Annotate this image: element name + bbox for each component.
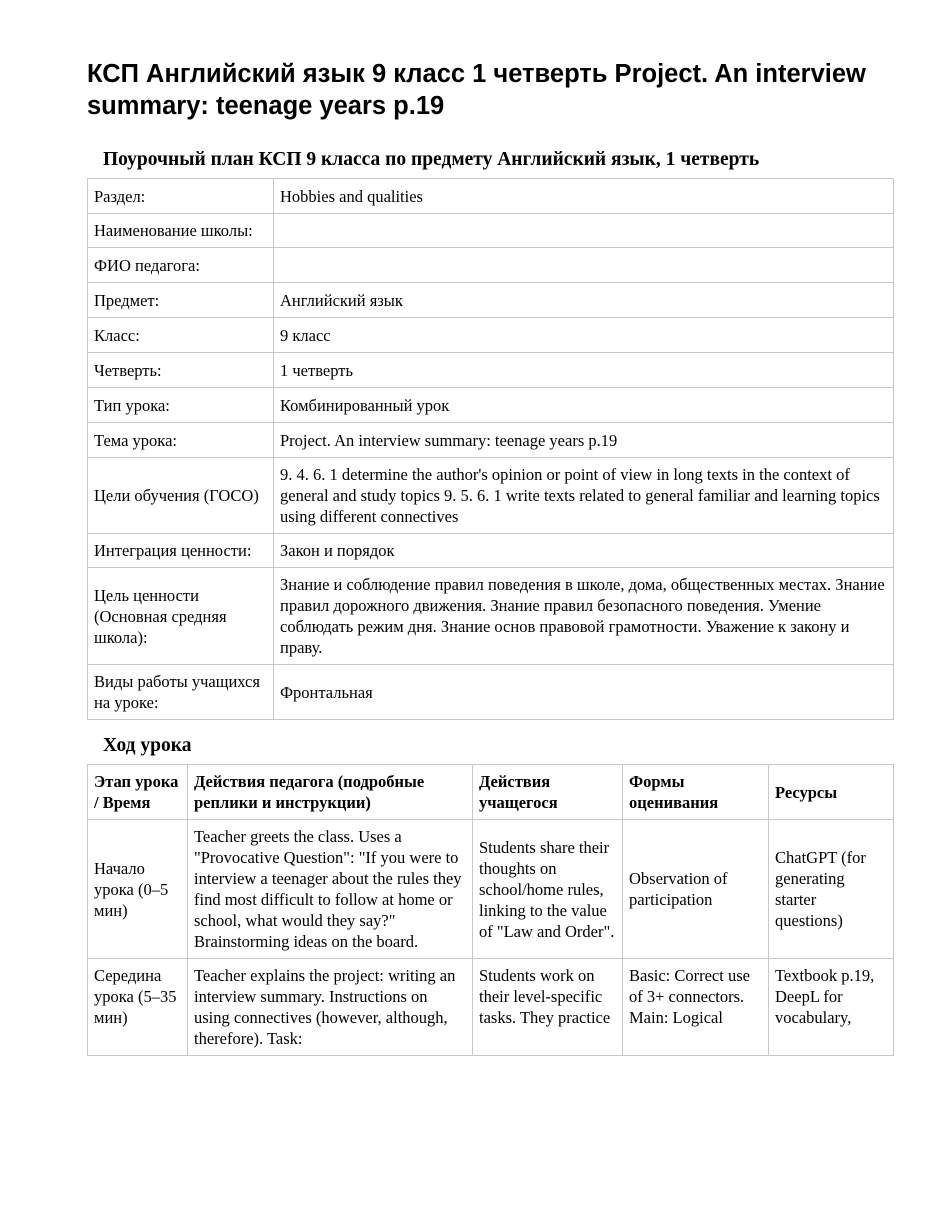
info-label: Тип урока: bbox=[88, 388, 274, 423]
lesson-cell: Students share their thoughts on school/home rules, linking to the value of "Law and Order". bbox=[473, 820, 623, 959]
info-value: Английский язык bbox=[274, 283, 894, 318]
column-header: Формы оценивания bbox=[623, 765, 769, 820]
info-row bbox=[88, 534, 894, 568]
info-row bbox=[88, 283, 894, 318]
column-header: Действия учащегося bbox=[473, 765, 623, 820]
column-header: Ресурсы bbox=[769, 765, 894, 820]
lesson-row bbox=[88, 959, 894, 1056]
lesson-cell: Teacher explains the project: writing an interview summary. Instructions on using connectives (however, although, therefore). Task: bbox=[188, 959, 473, 1056]
info-row bbox=[88, 353, 894, 388]
column-header: Этап урока / Время bbox=[88, 765, 188, 820]
info-label: Класс: bbox=[88, 318, 274, 353]
info-value: Фронтальная bbox=[274, 665, 894, 720]
info-value: 9 класс bbox=[274, 318, 894, 353]
info-value: Знание и соблюдение правил поведения в школе, дома, общественных местах. Знание правил дорожного движения. Знание правил безопасного поведения. Умение соблюдать режим дня. Знание основ правовой грамотности. Уважение к закону и праву. bbox=[274, 568, 894, 665]
info-row bbox=[88, 248, 894, 283]
info-table bbox=[87, 178, 894, 720]
column-header: Действия педагога (подробные реплики и инструкции) bbox=[188, 765, 473, 820]
info-row bbox=[88, 423, 894, 458]
info-label: ФИО педагога: bbox=[88, 248, 274, 283]
lesson-cell: ChatGPT (for generating starter questions) bbox=[769, 820, 894, 959]
info-label: Тема урока: bbox=[88, 423, 274, 458]
plan-heading: Поурочный план КСП 9 класса по предмету Английский язык, 1 четверть bbox=[103, 149, 760, 170]
document-title: КСП Английский язык 9 класс 1 четверть Project. An interview summary: teenage years p.19 bbox=[87, 60, 866, 120]
lesson-cell: Students work on their level-specific tasks. They practice bbox=[473, 959, 623, 1056]
info-value: 9. 4. 6. 1 determine the author's opinion or point of view in long texts in the context of general and study topics 9. 5. 6. 1 write texts related to general familiar and learning topics using different connectives bbox=[274, 458, 894, 534]
document-page bbox=[87, 58, 893, 1056]
info-value: Комбинированный урок bbox=[274, 388, 894, 423]
info-row bbox=[88, 388, 894, 423]
info-row bbox=[88, 179, 894, 214]
info-label: Четверть: bbox=[88, 353, 274, 388]
lesson-table bbox=[87, 764, 894, 1056]
info-row bbox=[88, 458, 894, 534]
lesson-cell: Teacher greets the class. Uses a "Provocative Question": "If you were to interview a teenager about the rules they find most difficult to follow at home or school, what would they say?" Brainstorming ideas on the board. bbox=[188, 820, 473, 959]
info-label: Предмет: bbox=[88, 283, 274, 318]
lesson-cell: Начало урока (0–5 мин) bbox=[88, 820, 188, 959]
lesson-cell: Середина урока (5–35 мин) bbox=[88, 959, 188, 1056]
info-row bbox=[88, 665, 894, 720]
info-row bbox=[88, 214, 894, 248]
info-label: Виды работы учащихся на уроке: bbox=[88, 665, 274, 720]
info-label: Интеграция ценности: bbox=[88, 534, 274, 568]
lesson-cell: Observation of participation bbox=[623, 820, 769, 959]
info-value: Project. An interview summary: teenage years p.19 bbox=[274, 423, 894, 458]
info-value: Hobbies and qualities bbox=[274, 179, 894, 214]
info-label: Цели обучения (ГОСО) bbox=[88, 458, 274, 534]
info-label: Цель ценности (Основная средняя школа): bbox=[88, 568, 274, 665]
info-value bbox=[274, 248, 894, 283]
info-row bbox=[88, 568, 894, 665]
info-label: Раздел: bbox=[88, 179, 274, 214]
lesson-header-row bbox=[88, 765, 894, 820]
info-value: 1 четверть bbox=[274, 353, 894, 388]
info-value: Закон и порядок bbox=[274, 534, 894, 568]
info-row bbox=[88, 318, 894, 353]
lesson-cell: Basic: Correct use of 3+ connectors. Main: Logical bbox=[623, 959, 769, 1056]
lesson-cell: Textbook p.19, DeepL for vocabulary, bbox=[769, 959, 894, 1056]
info-value bbox=[274, 214, 894, 248]
info-label: Наименование школы: bbox=[88, 214, 274, 248]
lesson-heading: Ход урока bbox=[103, 735, 192, 756]
lesson-row bbox=[88, 820, 894, 959]
